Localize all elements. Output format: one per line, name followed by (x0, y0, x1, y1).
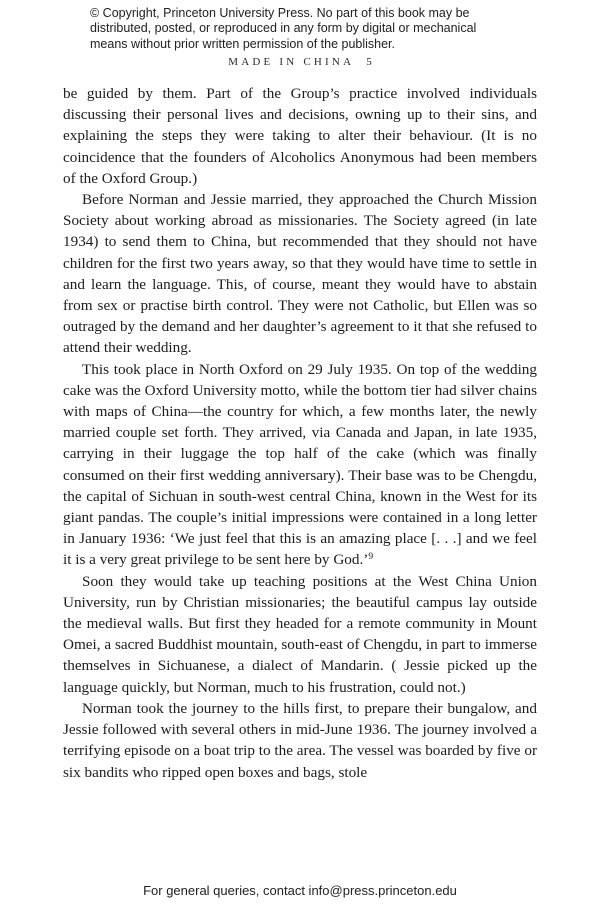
paragraph-3-text: This took place in North Oxford on 29 July 1935. On top of the wedding cake was the Oxford University motto, while the bottom tier had silver chains with maps of China—the country for which, a few months later, the newly married couple set forth. They arrived, via Canada and Japan, in late 1935, carrying in their luggage the top half of the cake (which was finally consumed on their first wedding anniversary). Their base was to be Chengdu, the capital of Sichuan in south-west central China, known in the West for its giant pandas. The couple’s initial impressions were contained in a long letter in January 1936: ‘We just feel that this is an amazing place [. . .] and we feel it is a very great privilege to be sent here by God.’ (63, 360, 537, 569)
paragraph-3 (63, 359, 537, 571)
footer-query-line: For general queries, contact info@press.princeton.edu (143, 883, 457, 898)
running-head-title: MADE IN CHINA (228, 56, 355, 68)
running-head (0, 56, 600, 68)
copyright-notice (90, 6, 510, 52)
paragraph-2-text: Before Norman and Jessie married, they approached the Church Mission Society about working abroad as missionaries. The Society agreed (in late 1934) to send them to China, but recommended that they should not have children for the first two years away, so that they would have time to settle in and learn the language. This, of course, meant they would have to abstain from sex or practise birth control. They were not Catholic, but Ellen was so outraged by the demand and her daughter’s agreement to it that she refused to attend their wedding. (63, 191, 537, 357)
paragraph-5 (63, 698, 537, 783)
copyright-line-1: © Copyright, Princeton University Press. No part of this book may be (90, 6, 470, 20)
paragraph-5-text: Norman took the journey to the hills first, to prepare their bungalow, and Jessie followed with several others in mid-June 1936. The journey involved a terrifying episode on a boat trip to the area. The vessel was boarded by five or six bandits who ripped open boxes and bags, stole (63, 699, 537, 781)
paragraph-1-text: be guided by them. Part of the Group’s practice involved individuals discussing their personal lives and decisions, owning up to their sins, and explaining the steps they were taking to alter their behaviour. (It is no coincidence that the founders of Alcoholics Anonymous had been members of the Oxford Group.) (63, 85, 537, 187)
page-number: 5 (366, 56, 372, 68)
footnote-marker-9: 9 (368, 552, 374, 563)
copyright-line-2: distributed, posted, or reproduced in any form by digital or mechanical (90, 21, 477, 36)
paragraph-4 (63, 571, 537, 698)
paragraph-2 (63, 189, 537, 359)
copyright-line-3: means without prior written permission of the publisher. (90, 36, 396, 51)
page-body (63, 83, 537, 783)
paragraph-4-text: Soon they would take up teaching positions at the West China Union University, run by Christian missionaries; the beautiful campus lay outside the medieval walls. But first they headed for a remote community in Mount Omei, a sacred Buddhist mountain, south-east of Chengdu, in part to immerse themselves in Sichuanese, a dialect of Mandarin. ( Jessie picked up the language quickly, but Norman, much to his frustration, could not.) (63, 572, 537, 696)
paragraph-1 (63, 83, 537, 189)
